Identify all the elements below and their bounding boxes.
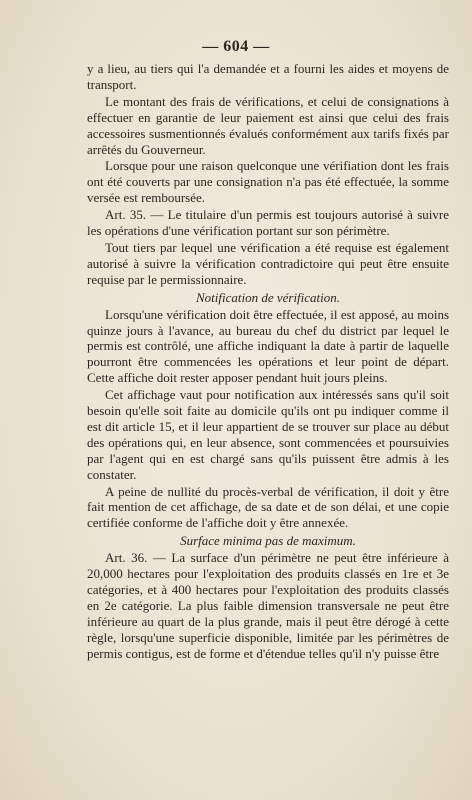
paragraph-affiche: Lorsqu'une vérification doit être effectuée, il est apposé, au moins quinze jours à l'avance, au bureau du chef du district par lequel le permis est contrôlé, une affiche indiquant la date à partir de laquelle pourront être commencées les opérations et leur point de départ. Cette affiche doit rester apposer pendant huit jours pleins. xyxy=(87,306,449,386)
body-text xyxy=(87,61,449,663)
paragraph-article-35: Art. 35. — Le titulaire d'un permis est toujours autorisé à suivre les opérations d'une vérification portant sur son périmètre. xyxy=(87,207,449,239)
paragraph-affichage: Cet affichage vaut pour notification aux intéressés sans qu'il soit besoin qu'elle soit faite au domicile qu'ils ont pu indiquer comme il est dit article 15, et il leur appartient de se trouver sur place au début des opérations qui, en leur absence, sont commencées et poursuivies par l'agent qui en est chargé sans qu'ils puissent être admis à les constater. xyxy=(87,387,449,482)
paragraph-tiers: Tout tiers par lequel une vérification a été requise est également autorisé à suivre la vérification contradictoire qui peut être ensuite requise par le permissionnaire. xyxy=(87,239,449,287)
paragraph-article-36: Art. 36. — La surface d'un périmètre ne peut être inférieure à 20,000 hectares pour l'exploitation des produits classés en 1re et 3e catégories, et à 400 hectares pour l'exploitation des produits classés en 2e catégorie. La plus faible dimension transversale ne peut être inférieure au quart de la plus grande, mais il peut être dérogé à cette règle, lorsqu'une superficie disponible, limitée par les périmètres de permis contigus, est de forme et d'étendue telles qu'il n'y puisse être xyxy=(87,550,449,661)
page-number: — 604 — xyxy=(202,38,270,55)
paragraph-frais: Le montant des frais de vérifications, et celui de consignations à effectuer en garantie de leur paiement est ainsi que celui des frais accessoires susmentionnés évalués conformément aux tarifs fixés par arrêtés du Gouverneur. xyxy=(87,93,449,157)
section-heading-surface: Surface minima pas de maximum. xyxy=(180,533,356,549)
paragraph-continuation: y a lieu, au tiers qui l'a demandée et a fourni les aides et moyens de transport. xyxy=(87,61,449,92)
paragraph-nullite: A peine de nullité du procès-verbal de vérification, il doit y être fait mention de cet affichage, de sa date et de son délai, et une copie certifiée conforme de l'affiche doit y être annexée. xyxy=(87,483,449,531)
paragraph-remboursement: Lorsque pour une raison quelconque une vérifiation dont les frais ont été couverts par une consignation n'a pas été effectuée, la somme versée est remboursée. xyxy=(87,158,449,206)
section-heading-notification: Notification de vérification. xyxy=(195,289,341,305)
